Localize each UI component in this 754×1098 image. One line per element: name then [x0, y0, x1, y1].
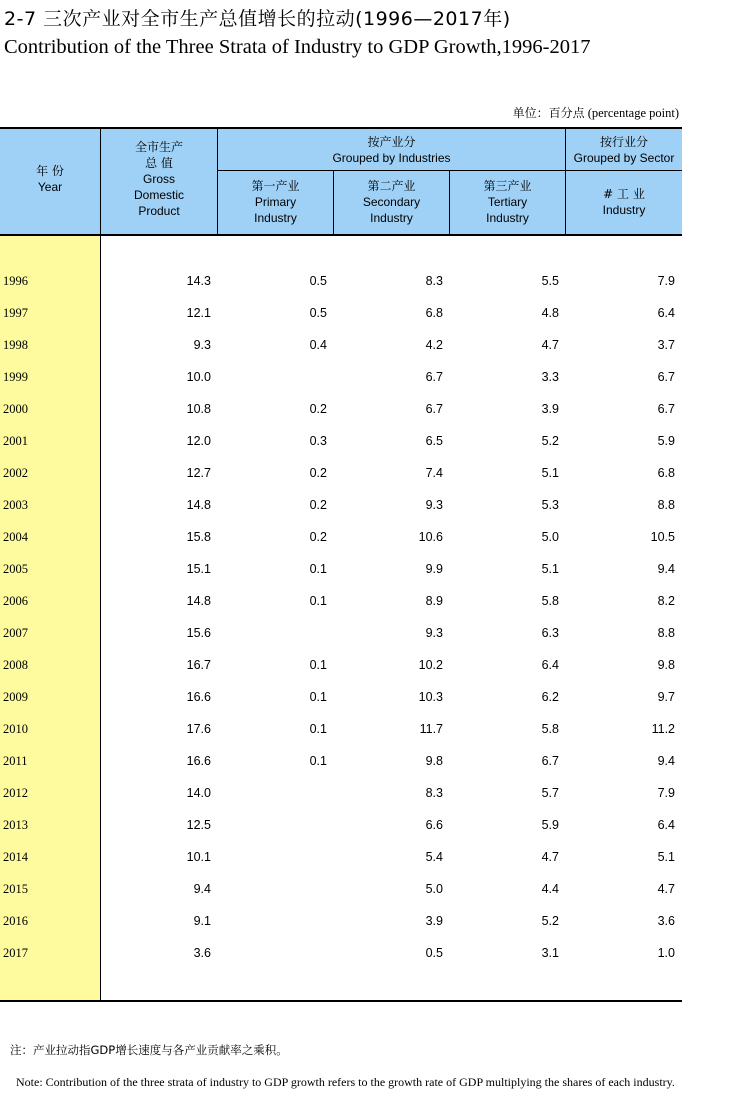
cell-secondary: 6.8 — [425, 306, 443, 320]
cell-gdp: 10.8 — [186, 402, 211, 416]
cell-tertiary: 5.8 — [541, 722, 559, 736]
cell-gdp: 15.8 — [186, 530, 211, 544]
cell-year: 2005 — [3, 562, 28, 576]
cell-industry: 5.1 — [657, 850, 675, 864]
note-en: Note: Contribution of the three strata of industry to GDP growth refers to the growth rate of GDP multiplying the shares of each industry. — [16, 1075, 675, 1089]
table-row — [0, 745, 682, 777]
cell-industry: 6.8 — [657, 466, 675, 480]
cell-gdp: 14.3 — [186, 274, 211, 288]
header-primary: 第一产业 Primary Industry — [251, 179, 300, 225]
cell-industry: 8.8 — [657, 498, 675, 512]
cell-year: 2009 — [3, 690, 28, 704]
header-gdp: 全市生产 总 值 Gross Domestic Product — [133, 140, 184, 218]
cell-gdp: 14.8 — [186, 594, 211, 608]
cell-year: 2013 — [3, 818, 28, 832]
header-year: 年 份 Year — [36, 164, 64, 194]
cell-year: 2004 — [3, 530, 28, 544]
cell-secondary: 7.4 — [425, 466, 443, 480]
cell-industry: 10.5 — [650, 530, 675, 544]
cell-year: 2001 — [3, 434, 28, 448]
cell-tertiary: 6.2 — [541, 690, 559, 704]
cell-industry: 6.7 — [657, 402, 675, 416]
cell-year: 2003 — [3, 498, 28, 512]
note-cn: 注：产业拉动指GDP增长速度与各产业贡献率之乘积。 — [10, 1043, 288, 1057]
cell-gdp: 14.0 — [186, 786, 211, 800]
cell-tertiary: 3.9 — [541, 402, 559, 416]
cell-tertiary: 4.4 — [541, 882, 559, 896]
cell-year: 2002 — [3, 466, 28, 480]
cell-year: 1998 — [3, 338, 28, 352]
table-row — [0, 873, 682, 905]
cell-industry: 7.9 — [657, 786, 675, 800]
cell-primary: 0.1 — [309, 594, 327, 608]
table-row — [0, 649, 682, 681]
table-row — [0, 937, 682, 969]
cell-primary: 0.1 — [309, 754, 327, 768]
table-row — [0, 393, 682, 425]
table-row — [0, 425, 682, 457]
table-row — [0, 681, 682, 713]
cell-year: 2017 — [3, 946, 28, 960]
cell-primary: 0.4 — [309, 338, 327, 352]
cell-year: 1996 — [3, 274, 28, 288]
cell-gdp: 9.1 — [193, 914, 211, 928]
header-tertiary: 第三产业 Tertiary Industry — [483, 179, 532, 225]
cell-secondary: 9.8 — [425, 754, 443, 768]
cell-gdp: 9.4 — [193, 882, 211, 896]
cell-primary: 0.2 — [309, 402, 327, 416]
cell-year: 2012 — [3, 786, 28, 800]
cell-tertiary: 5.3 — [541, 498, 559, 512]
table-row — [0, 329, 682, 361]
cell-industry: 3.7 — [657, 338, 675, 352]
header-by-sector: 按行业分 Grouped by Sector — [573, 135, 675, 165]
cell-gdp: 12.7 — [186, 466, 211, 480]
cell-primary: 0.1 — [309, 722, 327, 736]
cell-primary: 0.2 — [309, 466, 327, 480]
cell-secondary: 6.6 — [425, 818, 443, 832]
cell-tertiary: 5.9 — [541, 818, 559, 832]
cell-industry: 9.8 — [657, 658, 675, 672]
cell-gdp: 12.5 — [186, 818, 211, 832]
cell-year: 2006 — [3, 594, 28, 608]
header-subdivider — [217, 170, 682, 171]
table-row — [0, 585, 682, 617]
cell-primary: 0.2 — [309, 498, 327, 512]
cell-year: 2007 — [3, 626, 28, 640]
cell-secondary: 10.3 — [418, 690, 443, 704]
cell-secondary: 10.6 — [418, 530, 443, 544]
cell-gdp: 12.0 — [186, 434, 211, 448]
cell-gdp: 12.1 — [186, 306, 211, 320]
cell-tertiary: 5.7 — [541, 786, 559, 800]
table-row — [0, 489, 682, 521]
cell-year: 2011 — [3, 754, 28, 768]
cell-secondary: 6.7 — [425, 402, 443, 416]
header-secondary: 第二产业 Secondary Industry — [362, 179, 421, 225]
cell-secondary: 9.9 — [425, 562, 443, 576]
cell-secondary: 6.7 — [425, 370, 443, 384]
cell-industry: 6.4 — [657, 306, 675, 320]
cell-industry: 6.4 — [657, 818, 675, 832]
cell-tertiary: 4.8 — [541, 306, 559, 320]
cell-gdp: 10.0 — [186, 370, 211, 384]
cell-tertiary: 5.2 — [541, 914, 559, 928]
cell-secondary: 6.5 — [425, 434, 443, 448]
table-row — [0, 617, 682, 649]
cell-industry: 11.2 — [651, 722, 675, 736]
table-row — [0, 905, 682, 937]
cell-industry: 1.0 — [657, 946, 675, 960]
cell-industry: 8.2 — [657, 594, 675, 608]
unit-label — [513, 104, 679, 121]
cell-tertiary: 3.1 — [541, 946, 559, 960]
header-by-industries: 按产业分 Grouped by Industries — [332, 135, 451, 165]
cell-secondary: 5.4 — [425, 850, 443, 864]
cell-gdp: 16.6 — [186, 754, 211, 768]
cell-tertiary: 5.1 — [541, 562, 559, 576]
cell-tertiary: 6.4 — [541, 658, 559, 672]
cell-year: 2014 — [3, 850, 28, 864]
cell-primary: 0.2 — [309, 530, 327, 544]
cell-gdp: 15.1 — [186, 562, 211, 576]
cell-primary: 0.5 — [309, 274, 327, 288]
unit-label-cn: 单位：百分点 — [512, 106, 585, 120]
unit-label-en: (percentage point) — [587, 106, 679, 120]
cell-gdp: 9.3 — [193, 338, 211, 352]
table-row — [0, 841, 682, 873]
cell-industry: 9.4 — [657, 562, 675, 576]
cell-industry: 9.7 — [657, 690, 675, 704]
cell-tertiary: 3.3 — [541, 370, 559, 384]
cell-industry: 6.7 — [657, 370, 675, 384]
cell-gdp: 15.6 — [186, 626, 211, 640]
header-industry: # 工 业 Industry — [602, 187, 646, 217]
cell-primary: 0.5 — [309, 306, 327, 320]
cell-tertiary: 5.5 — [541, 274, 559, 288]
cell-gdp: 17.6 — [186, 722, 211, 736]
cell-secondary: 9.3 — [425, 498, 443, 512]
cell-secondary: 9.3 — [425, 626, 443, 640]
cell-secondary: 0.5 — [425, 946, 443, 960]
page-title-cn: 2-7 三次产业对全市生产总值增长的拉动(1996—2017年) — [4, 8, 511, 30]
table-bottom-rule — [0, 1000, 682, 1002]
cell-gdp: 3.6 — [193, 946, 211, 960]
cell-gdp: 16.6 — [186, 690, 211, 704]
cell-year: 1999 — [3, 370, 28, 384]
data-table — [0, 127, 682, 1001]
cell-secondary: 8.3 — [425, 786, 443, 800]
cell-gdp: 16.7 — [186, 658, 211, 672]
cell-secondary: 8.9 — [425, 594, 443, 608]
table-row — [0, 777, 682, 809]
table-row — [0, 457, 682, 489]
cell-tertiary: 6.7 — [541, 754, 559, 768]
cell-year: 2000 — [3, 402, 28, 416]
cell-primary: 0.1 — [309, 690, 327, 704]
cell-year: 2016 — [3, 914, 28, 928]
cell-industry: 7.9 — [657, 274, 675, 288]
cell-year: 1997 — [3, 306, 28, 320]
cell-industry: 3.6 — [657, 914, 675, 928]
cell-industry: 9.4 — [657, 754, 675, 768]
table-row — [0, 265, 682, 297]
table-row — [0, 521, 682, 553]
cell-gdp: 14.8 — [186, 498, 211, 512]
cell-industry: 8.8 — [657, 626, 675, 640]
cell-secondary: 11.7 — [419, 722, 443, 736]
cell-secondary: 10.2 — [418, 658, 443, 672]
cell-year: 2008 — [3, 658, 28, 672]
table-row — [0, 809, 682, 841]
cell-tertiary: 5.0 — [541, 530, 559, 544]
cell-secondary: 3.9 — [425, 914, 443, 928]
page-title-en: Contribution of the Three Strata of Industry to GDP Growth,1996-2017 — [4, 36, 591, 58]
cell-secondary: 5.0 — [425, 882, 443, 896]
table-row — [0, 713, 682, 745]
cell-primary: 0.3 — [309, 434, 327, 448]
cell-secondary: 4.2 — [425, 338, 443, 352]
table-row — [0, 553, 682, 585]
cell-primary: 0.1 — [309, 562, 327, 576]
cell-industry: 5.9 — [657, 434, 675, 448]
cell-tertiary: 4.7 — [541, 850, 559, 864]
cell-secondary: 8.3 — [425, 274, 443, 288]
table-row — [0, 297, 682, 329]
cell-industry: 4.7 — [657, 882, 675, 896]
cell-tertiary: 5.1 — [541, 466, 559, 480]
table-row — [0, 361, 682, 393]
cell-tertiary: 5.8 — [541, 594, 559, 608]
cell-primary: 0.1 — [309, 658, 327, 672]
cell-tertiary: 4.7 — [541, 338, 559, 352]
cell-gdp: 10.1 — [186, 850, 211, 864]
cell-tertiary: 5.2 — [541, 434, 559, 448]
cell-tertiary: 6.3 — [541, 626, 559, 640]
cell-year: 2010 — [3, 722, 28, 736]
cell-year: 2015 — [3, 882, 28, 896]
